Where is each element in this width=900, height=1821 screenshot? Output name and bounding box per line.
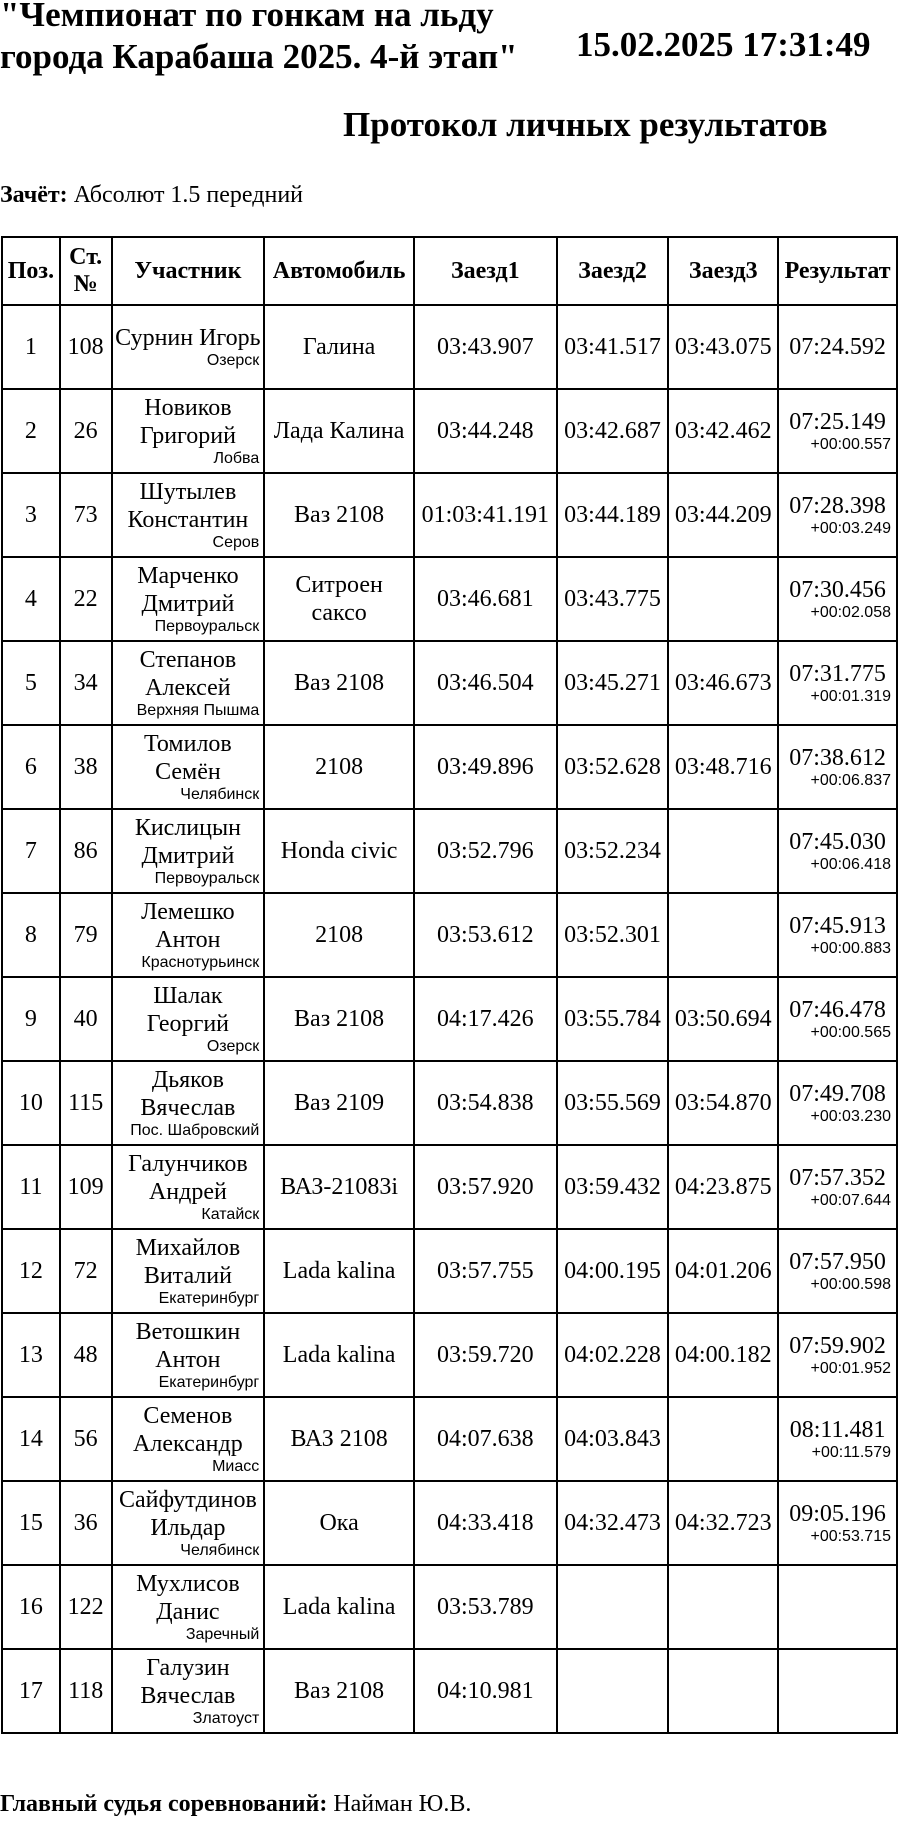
cell-heat3: 03:54.870 <box>668 1061 778 1145</box>
cell-participant <box>112 1061 265 1145</box>
cell-heat1: 03:46.504 <box>414 641 557 725</box>
cell-car: Honda civic <box>264 809 414 893</box>
table-row <box>2 305 897 389</box>
cell-heat1: 03:44.248 <box>414 389 557 473</box>
cell-heat1: 03:49.896 <box>414 725 557 809</box>
table-row <box>2 1397 897 1481</box>
result-gap: +00:06.837 <box>810 772 891 789</box>
result-gap: +00:11.579 <box>811 1444 891 1461</box>
cell-heat1: 01:03:41.191 <box>414 473 557 557</box>
cell-heat1: 03:57.920 <box>414 1145 557 1229</box>
cell-position: 3 <box>2 473 60 557</box>
participant-name: Лемешко Антон <box>141 899 235 953</box>
result-gap: +00:00.883 <box>810 940 891 957</box>
table-row <box>2 641 897 725</box>
cell-heat3 <box>668 893 778 977</box>
cell-heat1: 03:59.720 <box>414 1313 557 1397</box>
cell-position: 10 <box>2 1061 60 1145</box>
cell-heat2: 03:42.687 <box>557 389 669 473</box>
result-time: 07:28.398 <box>789 493 886 519</box>
result-gap: +00:01.952 <box>810 1360 891 1377</box>
cell-heat1: 03:57.755 <box>414 1229 557 1313</box>
cell-heat2: 03:43.775 <box>557 557 669 641</box>
table-row <box>2 473 897 557</box>
col-header-result: Результат <box>778 237 897 305</box>
cell-participant <box>112 893 265 977</box>
participant-name: Марченко Дмитрий <box>137 563 239 617</box>
table-row <box>2 1061 897 1145</box>
cell-heat3: 03:42.462 <box>668 389 778 473</box>
cell-heat2 <box>557 1649 669 1733</box>
participant-city: Лобва <box>213 450 260 467</box>
event-title: "Чемпионат по гонкам на льду города Карабаша 2025. 4-й этап" <box>0 0 518 76</box>
cell-heat2: 03:55.784 <box>557 977 669 1061</box>
participant-city: Краснотурьинск <box>141 954 260 971</box>
cell-car: Ока <box>264 1481 414 1565</box>
cell-heat1: 03:52.796 <box>414 809 557 893</box>
cell-position: 15 <box>2 1481 60 1565</box>
cell-participant <box>112 977 265 1061</box>
cell-result <box>778 893 897 977</box>
cell-position: 11 <box>2 1145 60 1229</box>
cell-result <box>778 1145 897 1229</box>
cell-start-number: 34 <box>60 641 112 725</box>
cell-car: ВАЗ-21083i <box>264 1145 414 1229</box>
participant-name: Кислицын Дмитрий <box>134 815 241 869</box>
result-time: 07:25.149 <box>789 409 886 435</box>
result-gap: +00:00.557 <box>810 436 891 453</box>
participant-name: Галунчиков Андрей <box>128 1151 248 1205</box>
cell-position: 9 <box>2 977 60 1061</box>
cell-start-number: 56 <box>60 1397 112 1481</box>
participant-city: Катайск <box>201 1206 260 1223</box>
cell-participant <box>112 1565 265 1649</box>
result-time: 07:45.030 <box>789 829 886 855</box>
participant-name: Ветошкин Антон <box>135 1319 241 1373</box>
cell-heat2: 04:00.195 <box>557 1229 669 1313</box>
table-row <box>2 1649 897 1733</box>
cell-heat2: 04:32.473 <box>557 1481 669 1565</box>
cell-heat3: 03:48.716 <box>668 725 778 809</box>
cell-position: 2 <box>2 389 60 473</box>
cell-position: 7 <box>2 809 60 893</box>
table-row <box>2 1565 897 1649</box>
cell-participant <box>112 1145 265 1229</box>
result-time: 08:11.481 <box>789 1417 886 1443</box>
table-row <box>2 389 897 473</box>
cell-start-number: 108 <box>60 305 112 389</box>
cell-heat1: 04:33.418 <box>414 1481 557 1565</box>
cell-car: Ситроен саксо <box>264 557 414 641</box>
table-row <box>2 1145 897 1229</box>
participant-name: Дьяков Вячеслав <box>140 1067 236 1121</box>
result-time: 07:45.913 <box>789 913 886 939</box>
cell-result <box>778 1481 897 1565</box>
cell-start-number: 26 <box>60 389 112 473</box>
cell-result <box>778 977 897 1061</box>
table-row <box>2 1481 897 1565</box>
cell-result <box>778 1061 897 1145</box>
result-time: 07:31.775 <box>789 661 886 687</box>
cell-heat1: 04:17.426 <box>414 977 557 1061</box>
cell-heat3: 03:44.209 <box>668 473 778 557</box>
participant-city: Заречный <box>185 1626 260 1643</box>
result-gap: +00:02.058 <box>810 604 891 621</box>
cell-result <box>778 1229 897 1313</box>
table-row <box>2 893 897 977</box>
col-header-heat2: Заезд2 <box>557 237 669 305</box>
cell-start-number: 72 <box>60 1229 112 1313</box>
result-time: 07:57.950 <box>789 1249 886 1275</box>
cell-heat2: 03:52.628 <box>557 725 669 809</box>
cell-result <box>778 1649 897 1733</box>
cell-start-number: 79 <box>60 893 112 977</box>
cell-heat2: 03:55.569 <box>557 1061 669 1145</box>
results-body <box>2 305 897 1733</box>
col-header-start-number: Ст. № <box>60 237 112 305</box>
cell-participant <box>112 1229 265 1313</box>
participant-city: Первоуральск <box>154 870 260 887</box>
table-row <box>2 809 897 893</box>
result-gap: +00:07.644 <box>810 1192 891 1209</box>
cell-start-number: 40 <box>60 977 112 1061</box>
cell-start-number: 48 <box>60 1313 112 1397</box>
cell-position: 13 <box>2 1313 60 1397</box>
result-time: 09:05.196 <box>789 1501 886 1527</box>
classification-label: Зачёт: <box>0 182 68 208</box>
cell-result <box>778 641 897 725</box>
cell-heat2: 03:59.432 <box>557 1145 669 1229</box>
cell-position: 5 <box>2 641 60 725</box>
cell-participant <box>112 809 265 893</box>
cell-heat3 <box>668 809 778 893</box>
participant-name: Шутылев Константин <box>127 479 249 533</box>
result-time: 07:24.592 <box>789 334 886 360</box>
cell-participant <box>112 1481 265 1565</box>
cell-start-number: 73 <box>60 473 112 557</box>
cell-car: Lada kalina <box>264 1313 414 1397</box>
cell-heat1: 04:07.638 <box>414 1397 557 1481</box>
col-header-participant: Участник <box>112 237 265 305</box>
result-time: 07:30.456 <box>789 577 886 603</box>
cell-car: 2108 <box>264 725 414 809</box>
cell-start-number: 115 <box>60 1061 112 1145</box>
cell-heat3: 04:00.182 <box>668 1313 778 1397</box>
cell-car: Ваз 2108 <box>264 641 414 725</box>
cell-heat2: 03:44.189 <box>557 473 669 557</box>
table-row <box>2 977 897 1061</box>
cell-heat2: 03:52.234 <box>557 809 669 893</box>
cell-participant <box>112 1313 265 1397</box>
cell-heat1: 03:53.789 <box>414 1565 557 1649</box>
table-row <box>2 1313 897 1397</box>
report-datetime: 15.02.2025 17:31:49 <box>576 25 871 64</box>
cell-participant <box>112 1649 265 1733</box>
cell-result <box>778 809 897 893</box>
cell-result <box>778 1397 897 1481</box>
cell-position: 16 <box>2 1565 60 1649</box>
result-time: 07:38.612 <box>789 745 886 771</box>
cell-participant <box>112 725 265 809</box>
cell-heat3: 03:46.673 <box>668 641 778 725</box>
protocol-title: Протокол личных результатов <box>343 105 828 144</box>
result-time: 07:57.352 <box>789 1165 886 1191</box>
cell-start-number: 38 <box>60 725 112 809</box>
cell-car: 2108 <box>264 893 414 977</box>
cell-car: Лада Калина <box>264 389 414 473</box>
cell-position: 6 <box>2 725 60 809</box>
cell-result <box>778 473 897 557</box>
cell-heat3: 04:23.875 <box>668 1145 778 1229</box>
cell-result <box>778 725 897 809</box>
chief-judge-label: Главный судья соревнований: <box>0 1791 328 1817</box>
cell-heat3 <box>668 1565 778 1649</box>
cell-car: Ваз 2108 <box>264 977 414 1061</box>
participant-name: Томилов Семён <box>144 731 232 785</box>
col-header-heat3: Заезд3 <box>668 237 778 305</box>
cell-position: 8 <box>2 893 60 977</box>
cell-car: Lada kalina <box>264 1229 414 1313</box>
result-gap: +00:03.249 <box>810 520 891 537</box>
cell-result <box>778 1565 897 1649</box>
participant-name: Мухлисов Данис <box>136 1571 240 1625</box>
cell-participant <box>112 389 265 473</box>
participant-city: Озерск <box>206 1038 260 1055</box>
participant-city: Екатеринбург <box>158 1374 260 1391</box>
result-gap: +00:03.230 <box>810 1108 891 1125</box>
cell-result <box>778 1313 897 1397</box>
cell-result <box>778 557 897 641</box>
cell-position: 17 <box>2 1649 60 1733</box>
cell-heat1: 03:43.907 <box>414 305 557 389</box>
participant-city: Миасс <box>212 1458 260 1475</box>
result-time: 07:46.478 <box>789 997 886 1023</box>
cell-car: Ваз 2109 <box>264 1061 414 1145</box>
cell-participant <box>112 473 265 557</box>
table-row <box>2 1229 897 1313</box>
cell-start-number: 36 <box>60 1481 112 1565</box>
cell-car: Lada kalina <box>264 1565 414 1649</box>
cell-car: Галина <box>264 305 414 389</box>
participant-city: Челябинск <box>180 1542 260 1559</box>
participant-name: Сурнин Игорь <box>115 325 261 351</box>
participant-name: Шалак Георгий <box>146 983 230 1037</box>
participant-name: Степанов Алексей <box>139 647 237 701</box>
cell-heat1: 03:53.612 <box>414 893 557 977</box>
col-header-heat1: Заезд1 <box>414 237 557 305</box>
cell-car: Ваз 2108 <box>264 473 414 557</box>
cell-heat2: 04:03.843 <box>557 1397 669 1481</box>
cell-car: ВАЗ 2108 <box>264 1397 414 1481</box>
table-header-row <box>2 237 897 305</box>
table-row <box>2 725 897 809</box>
cell-heat1: 03:46.681 <box>414 557 557 641</box>
cell-heat2: 03:52.301 <box>557 893 669 977</box>
result-gap: +00:53.715 <box>810 1528 891 1545</box>
cell-heat2: 04:02.228 <box>557 1313 669 1397</box>
cell-result <box>778 389 897 473</box>
results-table <box>1 236 898 1734</box>
cell-heat2: 03:45.271 <box>557 641 669 725</box>
cell-car: Ваз 2108 <box>264 1649 414 1733</box>
cell-heat3 <box>668 1649 778 1733</box>
participant-city: Озерск <box>206 352 260 369</box>
participant-name: Галузин Вячеслав <box>140 1655 236 1709</box>
participant-name: Новиков Григорий <box>139 395 236 449</box>
cell-heat3 <box>668 1397 778 1481</box>
col-header-position: Поз. <box>2 237 60 305</box>
cell-position: 12 <box>2 1229 60 1313</box>
participant-city: Верхняя Пышма <box>136 702 260 719</box>
participant-name: Михайлов Виталий <box>135 1235 241 1289</box>
classification-line <box>0 180 303 210</box>
cell-start-number: 22 <box>60 557 112 641</box>
cell-heat1: 04:10.981 <box>414 1649 557 1733</box>
cell-position: 4 <box>2 557 60 641</box>
participant-city: Пос. Шабровский <box>130 1122 260 1139</box>
cell-start-number: 109 <box>60 1145 112 1229</box>
cell-heat3 <box>668 557 778 641</box>
participant-city: Первоуральск <box>154 618 260 635</box>
participant-city: Златоуст <box>192 1710 260 1727</box>
participant-city: Серов <box>212 534 260 551</box>
col-header-car: Автомобиль <box>264 237 414 305</box>
cell-heat2: 03:41.517 <box>557 305 669 389</box>
cell-position: 1 <box>2 305 60 389</box>
cell-participant <box>112 305 265 389</box>
cell-position: 14 <box>2 1397 60 1481</box>
cell-heat3: 04:01.206 <box>668 1229 778 1313</box>
result-gap: +00:00.598 <box>810 1276 891 1293</box>
cell-start-number: 122 <box>60 1565 112 1649</box>
cell-heat3: 04:32.723 <box>668 1481 778 1565</box>
cell-heat2 <box>557 1565 669 1649</box>
result-time: 07:59.902 <box>789 1333 886 1359</box>
cell-result <box>778 305 897 389</box>
result-time: 07:49.708 <box>789 1081 886 1107</box>
chief-judge-line <box>0 1790 471 1818</box>
participant-name: Семенов Александр <box>133 1403 243 1457</box>
cell-heat3: 03:43.075 <box>668 305 778 389</box>
result-gap: +00:01.319 <box>810 688 891 705</box>
cell-start-number: 118 <box>60 1649 112 1733</box>
result-gap: +00:06.418 <box>810 856 891 873</box>
result-gap: +00:00.565 <box>810 1024 891 1041</box>
cell-heat1: 03:54.838 <box>414 1061 557 1145</box>
table-row <box>2 557 897 641</box>
chief-judge-name: Найман Ю.В. <box>333 1791 472 1817</box>
participant-city: Екатеринбург <box>158 1290 260 1307</box>
classification-value: Абсолют 1.5 передний <box>73 182 303 208</box>
cell-start-number: 86 <box>60 809 112 893</box>
cell-participant <box>112 641 265 725</box>
cell-heat3: 03:50.694 <box>668 977 778 1061</box>
cell-participant <box>112 1397 265 1481</box>
participant-city: Челябинск <box>180 786 260 803</box>
participant-name: Сайфутдинов Ильдар <box>118 1487 257 1541</box>
cell-participant <box>112 557 265 641</box>
